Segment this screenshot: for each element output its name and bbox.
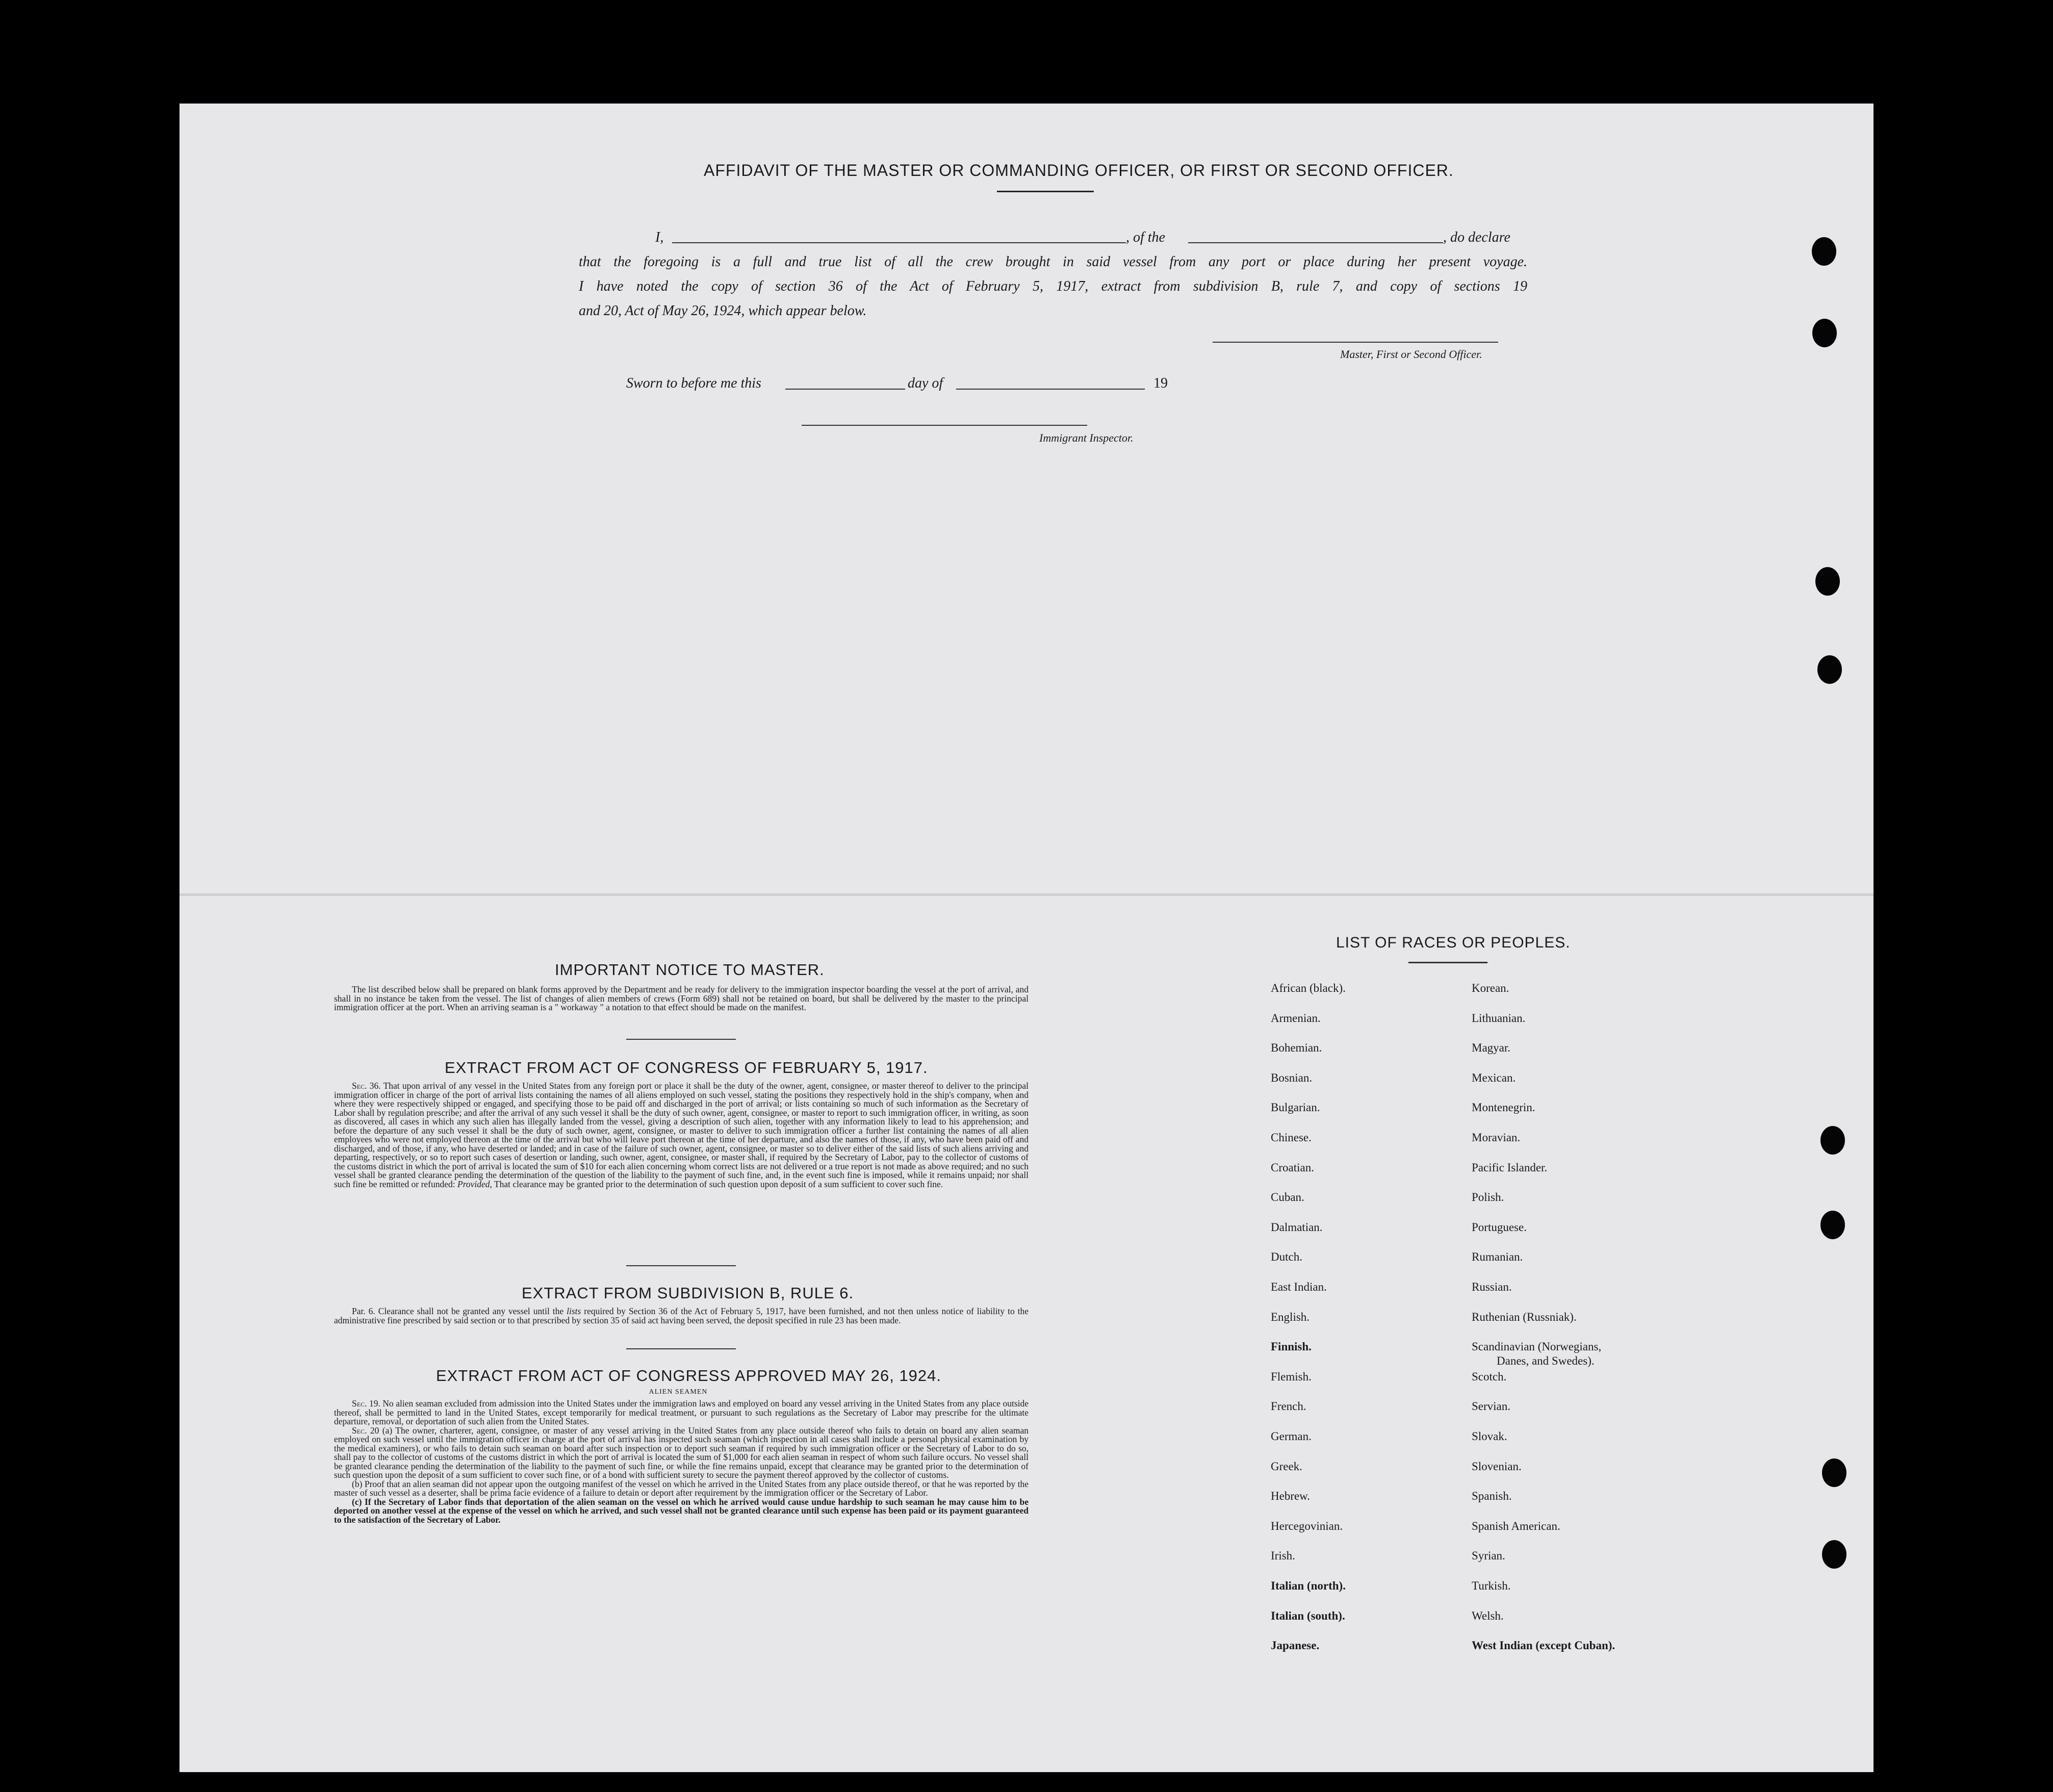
rule-6-text-b: required by Section 36 of the Act of February 5, 1917, have been furnished, and not then unless notice of liability to the administrative fine prescribed by said section or to that prescribed by section 35 of said act having been served, the deposit specified in rule 23 has been made. (334, 1306, 1029, 1325)
affidavit-declare: , do declare (1443, 229, 1510, 245)
race-item: Scotch. (1472, 1370, 1507, 1383)
race-item: Scandinavian (Norwegians, (1472, 1340, 1602, 1353)
race-item: Welsh. (1472, 1609, 1504, 1622)
punch-hole (1820, 1126, 1845, 1155)
vessel-blank[interactable] (1188, 242, 1443, 243)
extract-1917-title: EXTRACT FROM ACT OF CONGRESS OF FEBRUARY 5, 1917. (445, 1059, 928, 1077)
race-item: German. (1271, 1430, 1312, 1443)
race-item: African (black). (1271, 982, 1346, 994)
race-item: Montenegrin. (1472, 1101, 1535, 1114)
race-item: Spanish. (1472, 1490, 1512, 1503)
race-item: Flemish. (1271, 1370, 1312, 1383)
race-item: Pacific Islander. (1472, 1161, 1548, 1174)
punch-hole (1822, 1458, 1846, 1487)
race-item: Servian. (1472, 1400, 1511, 1413)
race-item: Lithuanian. (1472, 1011, 1526, 1025)
race-item: Magyar. (1472, 1041, 1511, 1055)
proviso-word: Provided, (457, 1179, 492, 1189)
affidavit-body-line-2: that the foregoing is a full and true list of all the crew brought in said vessel from any port or place during her present voyage. (579, 254, 1527, 270)
race-item: Finnish. (1271, 1340, 1312, 1353)
races-title: LIST OF RACES OR PEOPLES. (1336, 934, 1571, 951)
race-item: Korean. (1472, 982, 1509, 994)
notice-body (334, 985, 1029, 1012)
punch-hole (1817, 655, 1842, 684)
master-signature-line[interactable] (1213, 342, 1498, 343)
sworn-day-blank[interactable] (785, 389, 905, 390)
notice-title: IMPORTANT NOTICE TO MASTER. (555, 961, 825, 979)
race-item: Croatian. (1271, 1161, 1314, 1174)
sec-20-label: Sec. 20 (352, 1425, 379, 1436)
race-item: Greek. (1271, 1460, 1302, 1473)
inspector-signature-line[interactable] (802, 425, 1087, 426)
page-fold-line (179, 893, 1874, 896)
section-divider (626, 1039, 736, 1040)
race-item: East Indian. (1271, 1281, 1327, 1293)
name-blank[interactable] (672, 242, 1126, 243)
race-item: Cuban. (1271, 1191, 1304, 1204)
race-item: Armenian. (1271, 1011, 1321, 1025)
sec-20-b-text: (b) Proof that an alien seaman did not appear upon the outgoing manifest of the vessel on which he arrived in the United States from any place outside thereof, or that he was reported by the master of such vessel as a deserter, shall be prima facie evidence of a failure to detain or deport after requirement by the immigration officer or the Secretary of Labor. (334, 1478, 1029, 1498)
sec-19-label: Sec. 19. (352, 1398, 380, 1409)
race-item: Hebrew. (1271, 1490, 1311, 1503)
race-item: Moravian. (1472, 1131, 1521, 1144)
proviso-text: That clearance may be granted prior to the determination of such question upon deposit of a sum sufficient to cover such fine. (494, 1179, 943, 1189)
punch-hole (1815, 567, 1840, 596)
race-item: Japanese. (1271, 1639, 1320, 1652)
race-item: Dalmatian. (1271, 1220, 1323, 1234)
affidavit-body-line-4: and 20, Act of May 26, 1924, which appear below. (579, 303, 867, 319)
race-item: Spanish American. (1472, 1519, 1560, 1532)
race-item: West Indian (except Cuban). (1472, 1639, 1615, 1652)
lists-word: lists (567, 1306, 581, 1316)
inspector-label: Immigrant Inspector. (1039, 431, 1134, 444)
alien-seamen-subhead: ALIEN SEAMEN (649, 1388, 708, 1396)
sec-36-text: That upon arrival of any vessel in the United States from any foreign port or place it shall be the duty of the owner, agent, consignee, or master thereof to deliver to the principal immigration officer in charge of the port of arrival lists containing the names of all aliens employed on such vessel, stating the positions they respectively hold in the ship's company, when and where they were respectively shipped or engaged, and specifying those to be paid off and discharged in the port of arrival; or lists containing so much of such information as the Secretary of Labor shall by regulation prescribe; and after the arrival of any such vessel it shall be the duty of such owner, agent, consignee, or master to report to such immigration officer, in writing, as soon as discovered, all cases in which any such alien has illegally landed from the vessel, giving a description of such alien, together with any information likely to lead to his apprehension; and before the departure of any such vessel it shall be the duty of such owner, agent, consignee, or master to deliver to such immigration officer a further list containing the names of all alien employees who were not employed thereon at the time of the arrival but who will leave port thereon at the time of her departure, and also the names of those, if any, who have been paid off and discharged, and of those, if any, who have deserted or landed; and in case of the failure of such owner, agent, consignee, or master so to deliver either of the said lists of such aliens arriving and departing, respectively, or so to report such cases of desertion or landing, such owner, agent, consignee, or master shall, if required by the Secretary of Labor, pay to the collector of customs of the customs district in which the port of arrival is located the sum of $10 for each alien concerning whom correct lists are not delivered or a true report is not made as above required; and no such vessel shall be granted clearance pending the determination of the question of the liability to the payment of such fine, and, in the event such fine is imposed, while it remains unpaid; nor shall such fine be remitted or refunded: (334, 1081, 1029, 1189)
races-title-divider (1408, 962, 1487, 963)
race-item: Rumanian. (1472, 1250, 1523, 1264)
punch-hole (1812, 237, 1836, 266)
sworn-text: Sworn to before me this (626, 375, 761, 391)
section-divider (626, 1348, 736, 1349)
notice-paragraph: The list described below shall be prepared on blank forms approved by the Department and be ready for delivery to the immigration inspector boarding the vessel at the port of arrival, and shall in no instance be taken from the vessel. The list of changes of alien members of crews (Form 689) shall not be retained on board, but shall be delivered by the master to the principal immigration officer at the port. When an arriving seaman is a " workaway " a notation to that effect should be made on the manifest. (334, 984, 1029, 1012)
affidavit-of-the: , of the (1126, 229, 1165, 245)
affidavit-body-line-3: I have noted the copy of section 36 of the Act of February 5, 1917, extract from subdivision B, rule 7, and copy of sections 19 (579, 278, 1527, 294)
sec-20-c-text: (c) If the Secretary of Labor finds that deportation of the alien seaman on the vessel on which he arrived would cause undue hardship to such seaman he may cause him to be deported on another vessel at the expense of the vessel on which he arrived, and such vessel shall not be granted clearance until such expense has been paid or its payment guaranteed to the satisfaction of the Secretary of Labor. (334, 1496, 1029, 1525)
race-item: Irish. (1271, 1549, 1295, 1563)
title-divider (997, 191, 1094, 192)
race-item: Danes, and Swedes). (1497, 1354, 1595, 1367)
rule-6-title: EXTRACT FROM SUBDIVISION B, RULE 6. (522, 1284, 854, 1302)
race-item: Chinese. (1271, 1131, 1312, 1144)
sworn-month-blank[interactable] (956, 389, 1145, 390)
race-item: Russian. (1472, 1281, 1512, 1293)
rule-6-text-a: Clearance shall not be granted any vessel until the (378, 1306, 564, 1316)
punch-hole (1822, 1540, 1846, 1569)
par-6-label: Par. 6. (352, 1306, 375, 1316)
race-item: Italian (north). (1271, 1579, 1346, 1592)
section-divider (626, 1265, 736, 1266)
punch-hole (1812, 319, 1837, 347)
race-item: Mexican. (1472, 1071, 1516, 1084)
race-item: Ruthenian (Russniak). (1472, 1310, 1577, 1323)
race-item: Syrian. (1472, 1549, 1505, 1563)
master-signature-label: Master, First or Second Officer. (1340, 348, 1482, 361)
sworn-year: 19 (1153, 375, 1168, 391)
affidavit-title: AFFIDAVIT OF THE MASTER OR COMMANDING OFFICER, OR FIRST OR SECOND OFFICER. (704, 161, 1454, 180)
extract-1924-title: EXTRACT FROM ACT OF CONGRESS APPROVED MAY 26, 1924. (436, 1367, 942, 1385)
race-item: Portuguese. (1472, 1220, 1527, 1234)
race-item: Turkish. (1472, 1579, 1511, 1592)
sworn-day-of: day of (908, 375, 943, 391)
rule-6-body (334, 1307, 1029, 1325)
punch-hole (1820, 1211, 1845, 1239)
sec-36-label: Sec. 36. (352, 1081, 381, 1091)
race-item: Dutch. (1271, 1250, 1302, 1264)
race-item: English. (1271, 1310, 1310, 1323)
affidavit-i: I, (655, 229, 664, 245)
race-item: Bosnian. (1271, 1071, 1313, 1084)
race-item: Bulgarian. (1271, 1101, 1320, 1114)
sec-19-text: No alien seaman excluded from admission into the United States under the immigration laws and employed on board any vessel arriving in the United States from any place outside thereof, shall be permitted to land in the United States, except temporarily for medical treatment, or pursuant to such regulations as the Secretary of Labor may prescribe for the ultimate departure, removal, or deportation of such alien from the United States. (334, 1398, 1029, 1426)
race-item: Slovenian. (1472, 1460, 1522, 1473)
extract-1917-body (334, 1082, 1029, 1189)
race-item: Hercegovinian. (1271, 1519, 1343, 1532)
race-item: French. (1271, 1400, 1306, 1413)
sec-20-a-text: (a) The owner, charterer, agent, consignee, or master of any vessel arriving in the United States from any place outside thereof who fails to detain on board any alien seaman employed on such vessel until the immigration officer in charge at the port of arrival has inspected such seaman (which inspection in all cases shall include a personal physical examination by the medical examiners), or who fails to detain such seaman on board after such inspection or to deport such seaman if required by such immigration officer or the Secretary of Labor to do so, shall pay to the collector of customs of the customs district in which the port of arrival is located the sum of $1,000 for each alien seaman in respect of whom such failure occurs. No vessel shall be granted clearance pending the determination of the liability to the payment of such fine, or while the fine remains unpaid, except that clearance may be granted prior to the determination of such question upon the deposit of a sum sufficient to cover such fine, or of a bond with sufficient surety to secure the payment thereof approved by the collector of customs. (334, 1425, 1029, 1480)
race-item: Polish. (1472, 1191, 1504, 1204)
extract-1924-body (334, 1399, 1029, 1524)
race-item: Bohemian. (1271, 1041, 1322, 1055)
race-item: Italian (south). (1271, 1609, 1345, 1622)
race-item: Slovak. (1472, 1430, 1507, 1443)
